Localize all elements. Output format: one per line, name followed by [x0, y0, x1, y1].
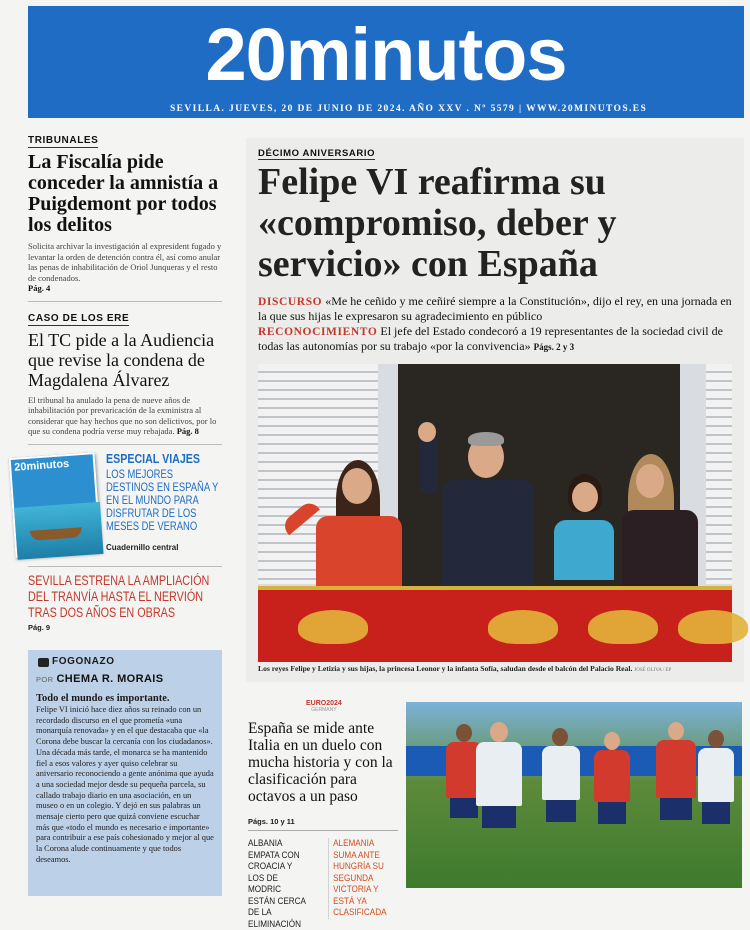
divider	[28, 444, 222, 445]
euro-label: EURO2024	[306, 700, 342, 707]
sport-story	[246, 690, 744, 930]
story1-body	[28, 241, 222, 294]
caption-text: Los reyes Felipe y Letizia y sus hijas, la princesa Leonor y la infanta Sofía, saludan desde el balcón del Palacio Real.	[258, 664, 633, 673]
magazine-cover-image	[9, 452, 102, 558]
main-headline[interactable]: Felipe VI reafirma su «compromiso, deber y servicio» con España	[258, 161, 617, 285]
spain-training-photo	[406, 702, 742, 888]
main-deck	[258, 294, 742, 354]
gold-ornament	[488, 610, 558, 644]
viajes-note: Cuadernillo central	[106, 542, 179, 552]
photo-caption	[258, 664, 732, 673]
tranvia-page: Pág. 9	[28, 622, 51, 632]
photo-credit: JOSÉ OLIVA / EP	[634, 668, 672, 673]
sport-brief-alemania[interactable]: ALEMANIA SUMA ANTE HUNGRÍA SU SEGUNDA VICTORIA Y ESTÁ YA CLASIFICADA	[328, 838, 389, 919]
story2-body	[28, 395, 222, 437]
author: CHEMA R. MORAIS	[56, 673, 164, 685]
deck2-text: El jefe del Estado condecoró a 19 representantes de la sociedad civil de todas las autonomías por su trabajo «por la convivencia»	[258, 323, 723, 353]
viajes-title: ESPECIAL VIAJES	[106, 450, 201, 466]
story2-body-text: El tribunal ha anulado la pena de nueve años de inhabilitación por prevaricación de la exministra al considerar que hay hechos que no son delictivos, por lo que su condena podría verse muy rebajada.	[28, 394, 217, 436]
euro2024-logo	[306, 700, 342, 713]
sport-brief-albania[interactable]: ALBANIA EMPATA CON CROACIA Y LOS DE MODRIC ESTÁN CERCA DE LA ELIMINACIÓN	[248, 838, 306, 930]
viajes-promo[interactable]	[13, 450, 222, 559]
by-label: POR	[36, 675, 54, 684]
story1-headline[interactable]: La Fiscalía pide conceder la amnistía a Puigdemont por todos los delitos	[28, 151, 219, 236]
fogonazo-byline	[36, 673, 214, 685]
sport-headline[interactable]: España se mide ante Italia en un duelo con mucha historia y con la clasificación para octavos a un paso	[248, 720, 393, 805]
gold-ornament	[298, 610, 368, 644]
magazine-logo: 20minutos	[13, 457, 70, 474]
deck1-text: «Me he ceñido y me ceñiré siempre a la Constitución», dijo el rey, en una jornada en la que sus hijas le expresaron su agradecimiento en público	[258, 294, 732, 324]
royal-family-photo	[258, 364, 732, 662]
fogonazo-headline: Todo el mundo es importante.	[36, 693, 170, 704]
story1-kicker: TRIBUNALES	[28, 135, 99, 146]
fogonazo-body: Felipe VI inició hace diez años su reinado con un recordado discurso en el que prometía «una monarquía renovada» y en el que destacaba que «la Corona debe buscar la cercanía con los ciudadanos». Una década más tarde, el monarca se ha mantenido fiel a esos valores y ayer quiso celebrar su aniversario reconociendo a gente anónima que ayuda a una sociedad mejor desde su pequeña parcela, su callado trabajo diario en una asociación, en un museo o en un colegio. Y dejó en sus palabras un mensaje cierto pero que quizá conviene escuchar más que «todo el mundo es necesario e importante» para contribuir a ese país cohesionado y mejor al que la Corona alude continuamente y que todos deseamos.	[36, 705, 214, 864]
divider	[28, 301, 222, 302]
sport-pages: Págs. 10 y 11	[248, 817, 295, 826]
masthead	[28, 6, 744, 118]
divider	[248, 830, 398, 831]
story2-page: Pág. 8	[176, 426, 199, 436]
left-column	[13, 130, 222, 632]
story2-headline[interactable]: El TC pide a la Audiencia que revise la condena de Magdalena Álvarez	[28, 329, 215, 390]
gold-ornament	[678, 610, 748, 644]
fogonazo-title: FOGONAZO	[52, 656, 115, 667]
deck1-label: DISCURSO	[258, 296, 323, 308]
logo[interactable]: 20minutos	[205, 13, 567, 96]
story2-kicker: CASO DE LOS ERE	[28, 312, 130, 324]
main-kicker: DÉCIMO ANIVERSARIO	[258, 148, 376, 159]
gold-ornament	[588, 610, 658, 644]
story1-body-text: Solicita archivar la investigación al expresident fugado y levantar la orden de detención contra él, así como anular las penas de inhabilitación de Oriol Junqueras y el resto de condenados.	[28, 241, 222, 283]
divider	[28, 566, 222, 567]
fogonazo-column	[28, 650, 222, 896]
dateline: SEVILLA. JUEVES, 20 DE JUNIO DE 2024. AÑO XXV . Nº 5579 | WWW.20MINUTOS.ES	[170, 104, 648, 114]
window-shutter-right	[706, 364, 732, 584]
camera-icon	[38, 658, 49, 667]
balcony-drapery	[258, 586, 732, 662]
tranvia-headline[interactable]: SEVILLA ESTRENA LA AMPLIACIÓN DEL TRANVÍA HASTA EL NERVIÓN TRAS DOS AÑOS EN OBRAS	[28, 572, 210, 620]
main-story	[246, 138, 744, 682]
viajes-body: LOS MEJORES DESTINOS EN ESPAÑA Y EN EL MUNDO PARA DISFRUTAR DE LOS MESES DE VERANO	[106, 468, 219, 533]
deck2-label: RECONOCIMIENTO	[258, 325, 378, 338]
euro-sub: GERMANY	[311, 707, 337, 713]
main-pages: Págs. 2 y 3	[533, 341, 575, 352]
story1-page: Pág. 4	[28, 283, 51, 293]
